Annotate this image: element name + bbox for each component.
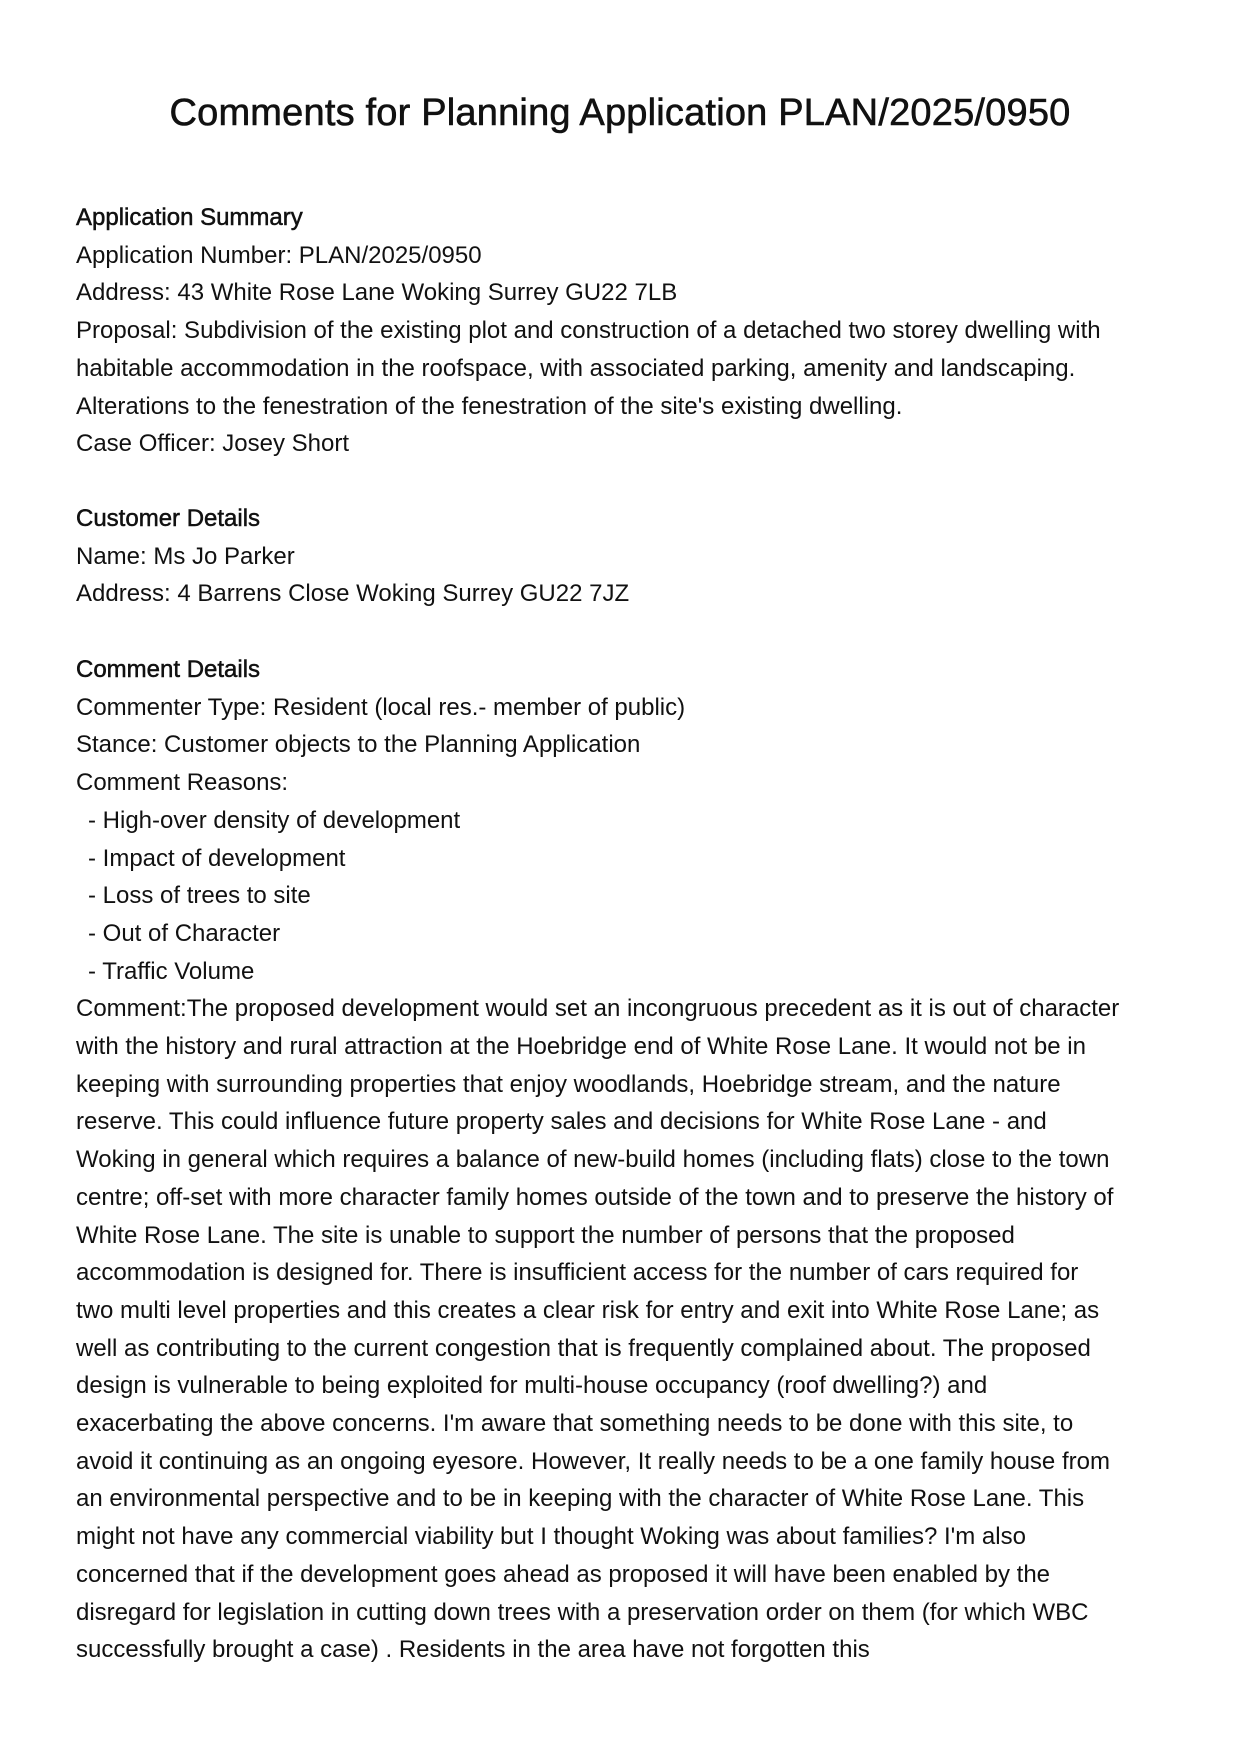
comment-text-line: two multi level properties and this creates a clear risk for entry and exit into White Rose Lane; as — [76, 1296, 1100, 1324]
comment-text-line: reserve. This could influence future property sales and decisions for White Rose Lane - and — [76, 1108, 1047, 1136]
comment-reason-item: - Out of Character — [88, 919, 281, 947]
comment-details-section — [76, 651, 1176, 1669]
customer-address: Address: 4 Barrens Close Woking Surrey GU22 7JZ — [76, 580, 630, 608]
comment-text-line: centre; off-set with more character family homes outside of the town and to preserve the history of — [76, 1183, 1114, 1211]
comment-text-line: design is vulnerable to being exploited for multi-house occupancy (roof dwelling?) and — [76, 1372, 988, 1400]
case-officer: Case Officer: Josey Short — [76, 430, 349, 458]
proposal-line: habitable accommodation in the roofspace, with associated parking, amenity and landscaping. — [76, 354, 1076, 382]
application-summary-heading: Application Summary — [76, 204, 303, 231]
comment-text-line: keeping with surrounding properties that enjoy woodlands, Hoebridge stream, and the nature — [76, 1070, 1061, 1098]
comment-reason-item: - Traffic Volume — [88, 957, 255, 985]
comment-reason-item: - Impact of development — [88, 844, 346, 872]
comment-details-heading: Comment Details — [76, 656, 261, 683]
comment-text-line: accommodation is designed for. There is insufficient access for the number of cars required for — [76, 1259, 1079, 1287]
application-summary-section — [76, 199, 1176, 463]
proposal-line: Proposal: Subdivision of the existing plot and construction of a detached two storey dwelling with — [76, 317, 1101, 345]
comment-text-line: Woking in general which requires a balance of new-build homes (including flats) close to the town — [76, 1146, 1110, 1174]
customer-name: Name: Ms Jo Parker — [76, 542, 295, 570]
proposal-line: Alterations to the fenestration of the fenestration of the site's existing dwelling. — [76, 392, 903, 420]
comment-reason-item: - Loss of trees to site — [88, 882, 311, 910]
comment-text-line: successfully brought a case) . Residents in the area have not forgotten this — [76, 1636, 870, 1664]
customer-details-section — [76, 500, 1176, 613]
comment-text-line: with the history and rural attraction at the Hoebridge end of White Rose Lane. It would not be in — [76, 1033, 1086, 1061]
comment-text-line: Comment:The proposed development would set an incongruous precedent as it is out of character — [76, 995, 1120, 1023]
comment-text-line: disregard for legislation in cutting down trees with a preservation order on them (for which WBC — [76, 1598, 1089, 1626]
customer-details-heading: Customer Details — [76, 505, 261, 532]
comment-text-line: exacerbating the above concerns. I'm aware that something needs to be done with this site, to — [76, 1410, 1074, 1438]
comment-reason-item: - High-over density of development — [88, 806, 461, 834]
commenter-type: Commenter Type: Resident (local res.- member of public) — [76, 693, 686, 721]
comment-text-line: an environmental perspective and to be in keeping with the character of White Rose Lane. This — [76, 1485, 1085, 1513]
comment-text-line: might not have any commercial viability but I thought Woking was about families? I'm also — [76, 1523, 1026, 1551]
application-address: Address: 43 White Rose Lane Woking Surrey GU22 7LB — [76, 279, 678, 307]
comment-text-line: avoid it continuing as an ongoing eyesore. However, It really needs to be a one family house from — [76, 1447, 1110, 1475]
comment-text-line: concerned that if the development goes ahead as proposed it will have been enabled by the — [76, 1560, 1051, 1588]
comment-text-line: well as contributing to the current congestion that is frequently complained about. The proposed — [76, 1334, 1091, 1362]
page-title: Comments for Planning Application PLAN/2025/0950 — [169, 92, 1071, 134]
stance: Stance: Customer objects to the Planning Application — [76, 731, 641, 759]
application-number: Application Number: PLAN/2025/0950 — [76, 241, 482, 269]
comment-reasons-label: Comment Reasons: — [76, 769, 289, 797]
comment-text-line: White Rose Lane. The site is unable to support the number of persons that the proposed — [76, 1221, 1015, 1249]
